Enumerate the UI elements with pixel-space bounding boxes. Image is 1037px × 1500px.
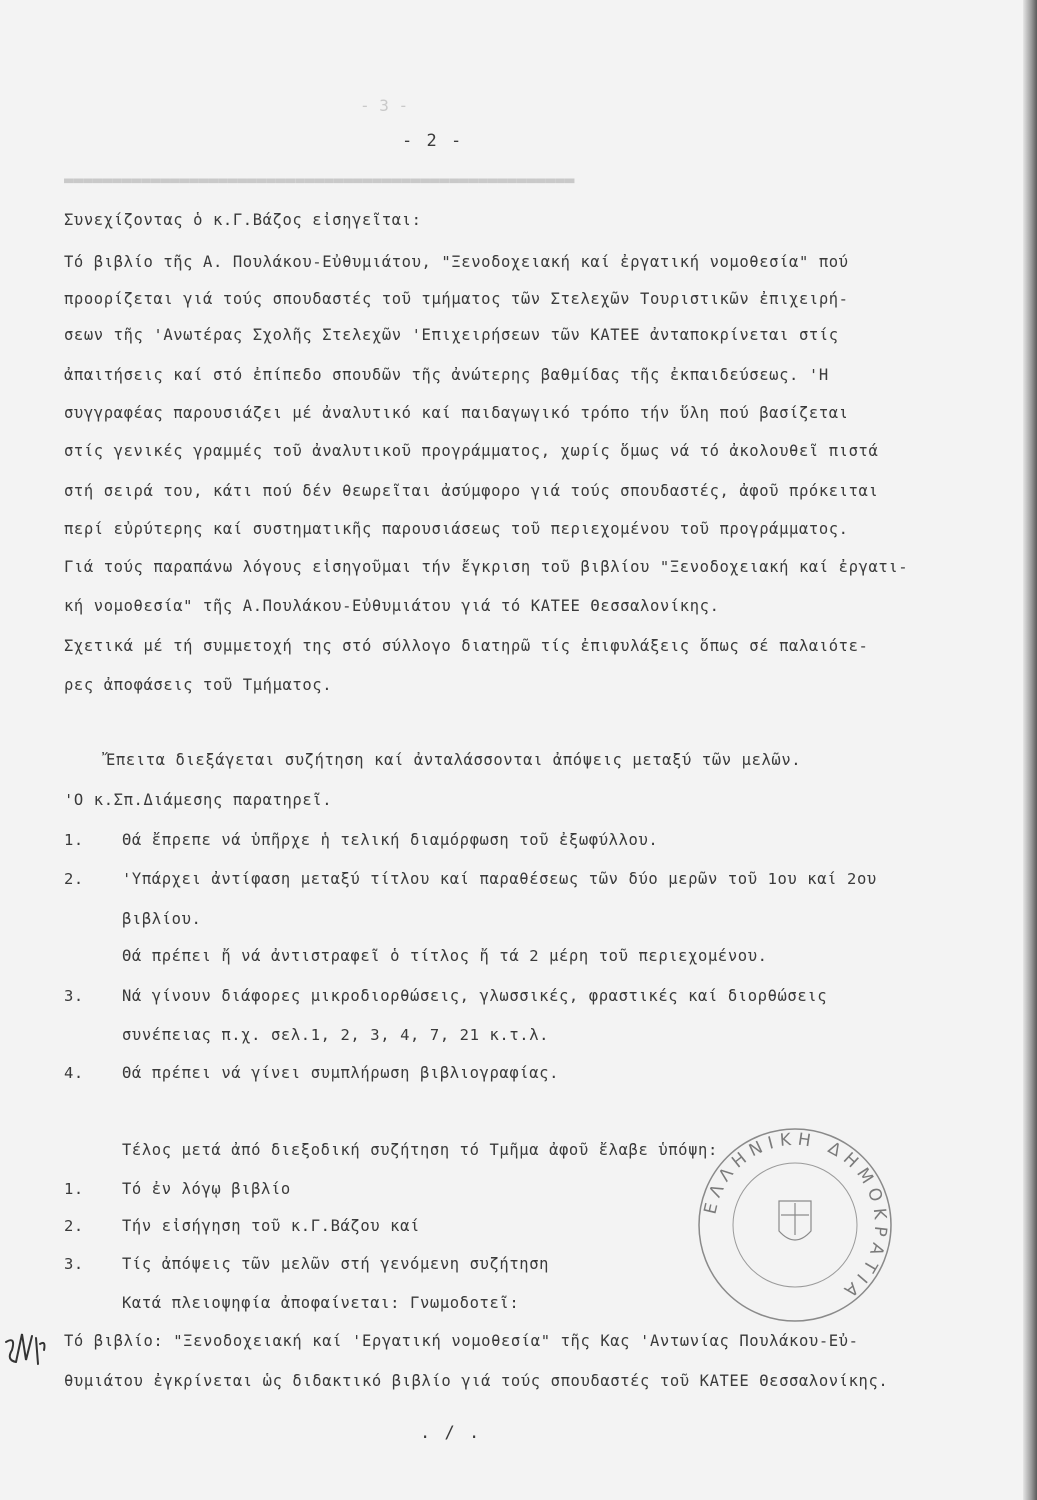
text-line: Γιά τούς παραπάνω λόγους εἰσηγοῦμαι τήν ἔγκριση τοῦ βιβλίου "Ξενοδοχειακή καί ἐργατι- — [64, 558, 909, 576]
official-seal — [695, 1125, 895, 1325]
list-text: συνέπειας π.χ. σελ.1, 2, 3, 4, 7, 21 κ.τ.λ. — [122, 1026, 550, 1044]
discussion-line: Ἔπειτα διεξάγεται συζήτηση καί ἀνταλάσσονται ἀπόψεις μεταξύ τῶν μελῶν. — [106, 751, 802, 769]
decision-line: Κατά πλειοψηφία ἀποφαίνεται: Γνωμοδοτεῖ: — [122, 1294, 520, 1312]
list-text: Θά ἔπρεπε νά ὑπῆρχε ἡ τελική διαμόρφωση τοῦ ἐξωφύλλου. — [122, 831, 659, 849]
list-item — [64, 1026, 549, 1044]
text-line: Τό βιβλίο τῆς Α. Πουλάκου-Εὐθυμιάτου, "Ξενοδοχειακή καί ἐργατική νομοθεσία" πού — [64, 253, 849, 271]
svg-text:ΕΛΛΗΝΙΚΗ ΔΗΜΟΚΡΑΤΙΑ: ΕΛΛΗΝΙΚΗ ΔΗΜΟΚΡΑΤΙΑ — [700, 1129, 891, 1305]
text-line: Συνεχίζοντας ὁ κ.Γ.Βάζος εἰσηγεῖται: — [64, 211, 422, 229]
page-number: - 2 - — [402, 131, 464, 151]
list-item — [64, 1180, 291, 1198]
continuation-mark: . / . — [420, 1423, 482, 1443]
text-line: ἀπαιτήσεις καί στό ἐπίπεδο σπουδῶν τῆς ἀνώτερης βαθμίδας τῆς ἐκπαιδεύσεως. 'Η — [64, 366, 829, 384]
list-text: βιβλίου. — [122, 910, 202, 928]
bleed-through-text: ▬▬▬▬▬▬▬▬▬▬▬▬▬▬▬▬▬▬▬▬▬▬▬▬▬▬▬▬▬▬▬▬▬▬▬▬▬▬▬▬▬▬▬▬▬▬▬▬▬▬▬▬▬ — [64, 170, 575, 189]
list-number: 3. — [64, 1255, 84, 1273]
text-line: κή νομοθεσία" τῆς Α.Πουλάκου-Εὐθυμιάτου γιά τό ΚΑΤΕΕ Θεσσαλονίκης. — [64, 597, 720, 615]
list-text: Τό ἐν λόγῳ βιβλίο — [122, 1180, 291, 1198]
list-item — [64, 910, 201, 928]
text-line: στίς γενικές γραμμές τοῦ ἀναλυτικοῦ προγράμματος, χωρίς ὅμως νά τό ἀκολουθεῖ πιστά — [64, 442, 879, 460]
list-number: 4. — [64, 1064, 84, 1082]
conclusion-line: θυμιάτου ἐγκρίνεται ὡς διδακτικό βιβλίο γιά τούς σπουδαστές τοῦ ΚΑΤΕΕ Θεσσαλονίκης. — [64, 1372, 889, 1390]
list-text: Νά γίνουν διάφορες μικροδιορθώσεις, γλωσσικές, φραστικές καί διορθώσεις — [122, 987, 828, 1005]
list-item — [64, 831, 658, 849]
text-line: σεων τῆς 'Ανωτέρας Σχολῆς Στελεχῶν 'Επιχειρήσεων τῶν ΚΑΤΕΕ ἀνταποκρίνεται στίς — [64, 326, 839, 344]
conclusion-line: Τό βιβλίο: "Ξενοδοχειακή καί 'Εργατική νομοθεσία" τῆς Κας 'Αντωνίας Πουλάκου-Εὐ- — [64, 1332, 859, 1350]
list-text: Τήν εἰσήγηση τοῦ κ.Γ.Βάζου καί — [122, 1217, 420, 1235]
list-number: 3. — [64, 987, 84, 1005]
list-number: 1. — [64, 831, 84, 849]
text-line: συγγραφέας παρουσιάζει μέ ἀναλυτικό καί παιδαγωγικό τρόπο τήν ὕλη πού βασίζεται — [64, 404, 849, 422]
text-line: προορίζεται γιά τούς σπουδαστές τοῦ τμήματος τῶν Στελεχῶν Τουριστικῶν ἐπιχειρή- — [64, 290, 849, 308]
handwritten-signature — [0, 1322, 52, 1392]
list-number: 1. — [64, 1180, 84, 1198]
text-line: στή σειρά του, κάτι πού δέν θεωρεῖται ἀσύμφορο γιά τούς σπουδαστές, ἀφοῦ πρόκειται — [64, 482, 879, 500]
list-text: 'Υπάρχει ἀντίφαση μεταξύ τίτλου καί παραθέσεως τῶν δύο μερῶν τοῦ 1ου καί 2ου — [122, 870, 877, 888]
list-item — [64, 947, 768, 965]
text-line: ρες ἀποφάσεις τοῦ Τμήματος. — [64, 676, 333, 694]
text-line: περί εὐρύτερης καί συστηματικῆς παρουσιάσεως τοῦ περιεχομένου τοῦ προγράμματος. — [64, 520, 849, 538]
text-line: Σχετικά μέ τή συμμετοχή της στό σύλλογο διατηρῶ τίς ἐπιφυλάξεις ὅπως σέ παλαιότε- — [64, 637, 869, 655]
list-text: Θά πρέπει ἤ νά ἀντιστραφεῖ ὁ τίτλος ἤ τά 2 μέρη τοῦ περιεχομένου. — [122, 947, 768, 965]
list-item — [64, 870, 877, 888]
list-number: 2. — [64, 1217, 84, 1235]
list-item — [64, 1255, 549, 1273]
observer-line: 'Ο κ.Σπ.Διάμεσης παρατηρεῖ. — [64, 791, 333, 809]
list-number: 2. — [64, 870, 84, 888]
list-item — [64, 1064, 559, 1082]
list-text: Θά πρέπει νά γίνει συμπλήρωση βιβλιογραφίας. — [122, 1064, 559, 1082]
finally-line: Τέλος μετά ἀπό διεξοδική συζήτηση τό Τμῆμα ἀφοῦ ἔλαβε ὑπόψη: — [122, 1141, 718, 1159]
list-item — [64, 1217, 420, 1235]
list-text: Τίς ἀπόψεις τῶν μελῶν στή γενόμενη συζήτηση — [122, 1255, 550, 1273]
bleed-through-text: - 3 - — [360, 96, 409, 115]
page-edge-shadow — [1023, 0, 1037, 1500]
list-item — [64, 987, 827, 1005]
